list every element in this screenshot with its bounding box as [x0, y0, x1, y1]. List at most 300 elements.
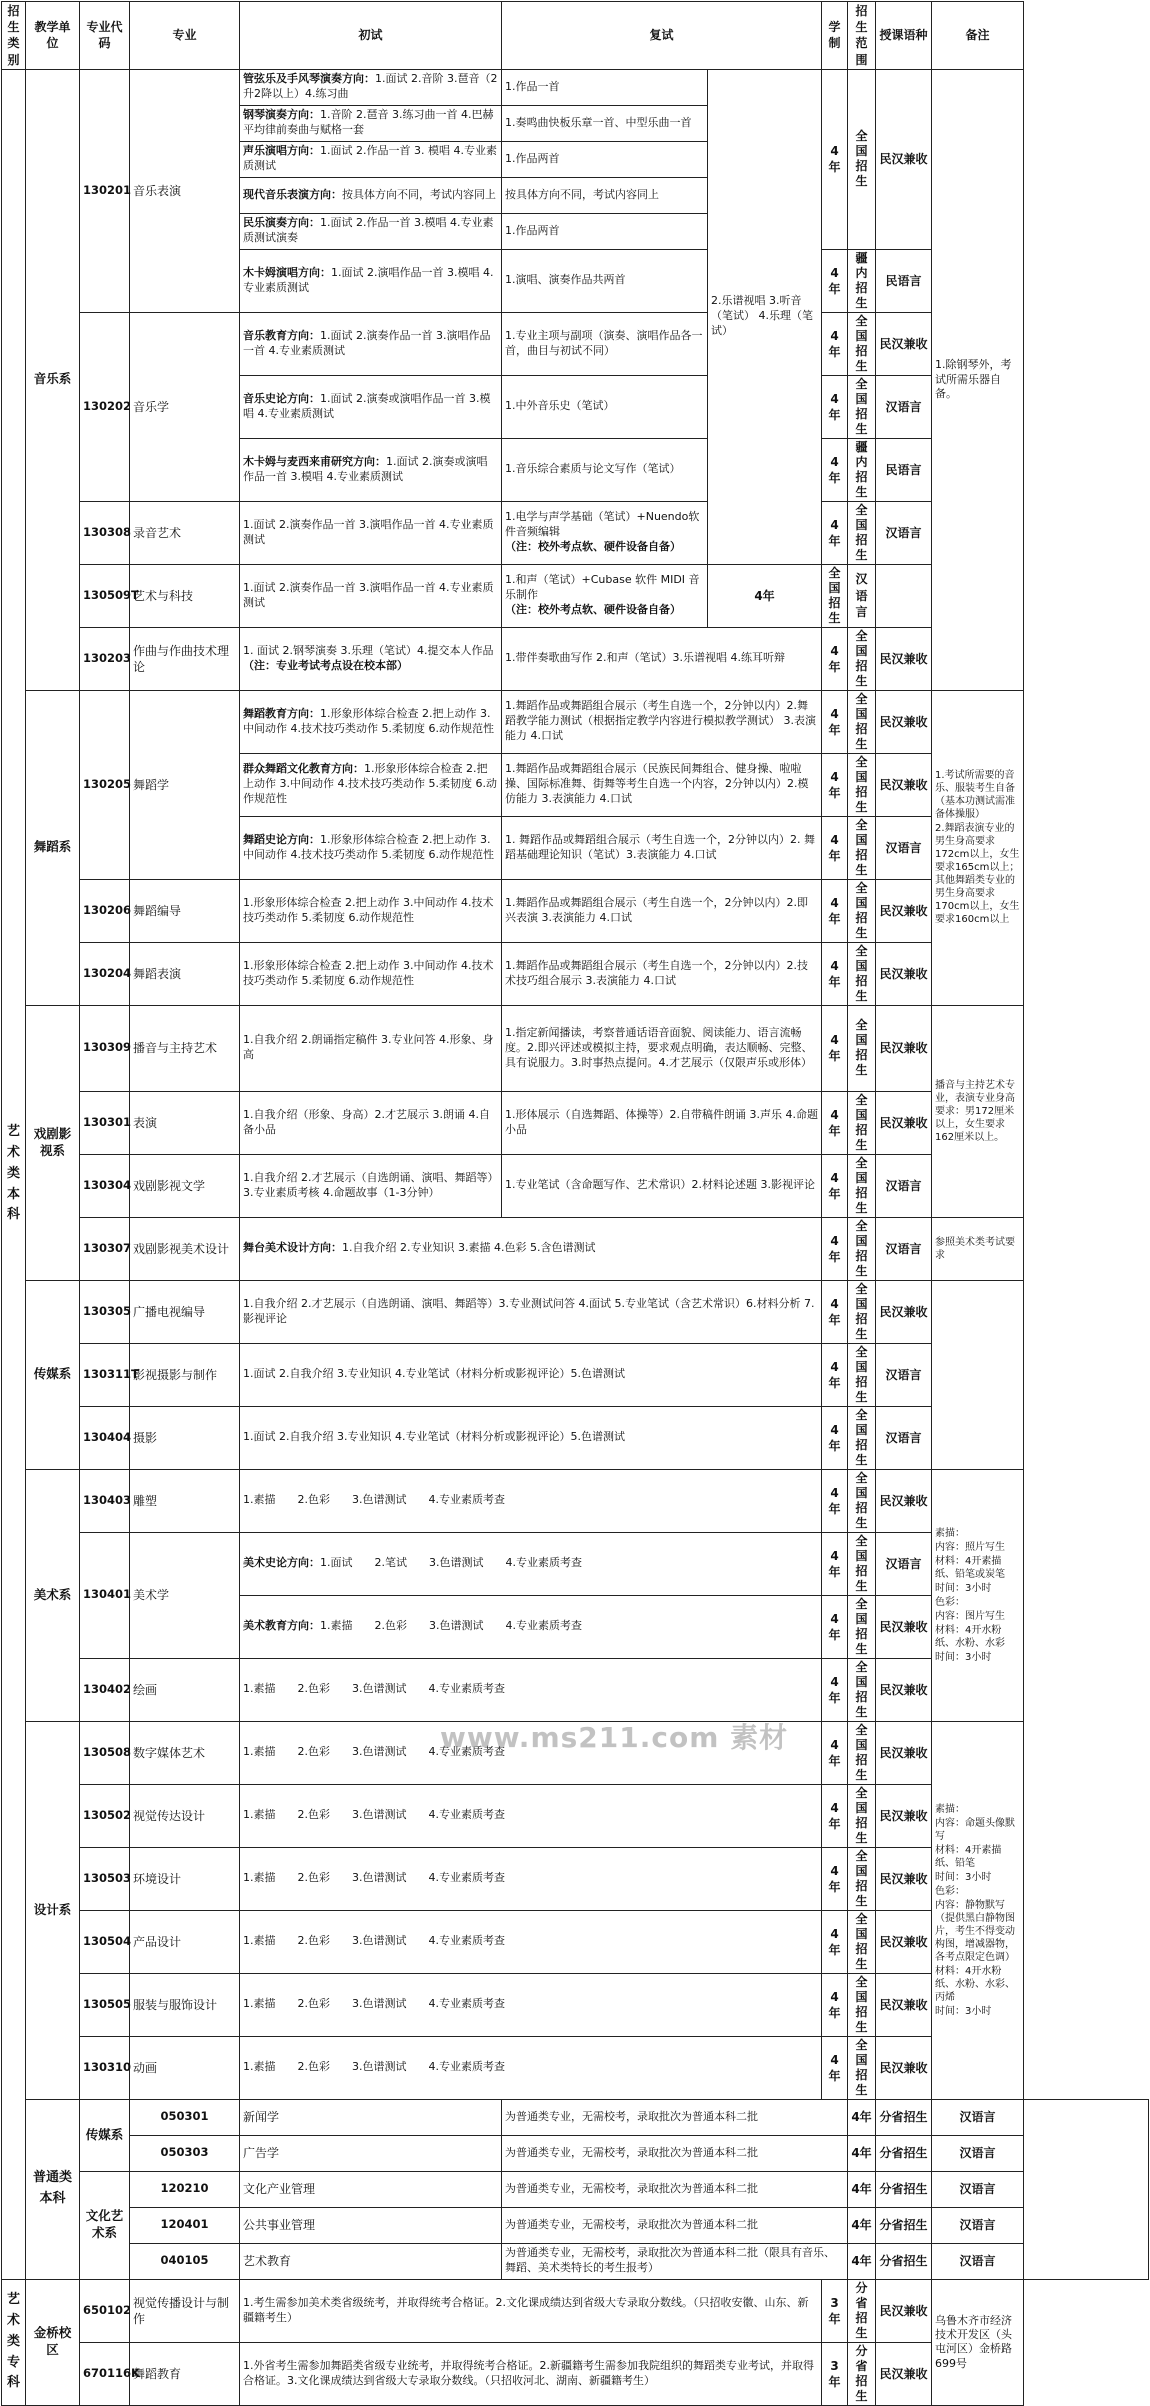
second-exam-text: 1.和声（笔试）+Cubase 软件 MIDI 音乐制作	[505, 573, 700, 602]
second-exam-text: 1.电学与声学基础（笔试）+Nuendo软件音频编辑	[505, 510, 700, 539]
remark-line: 内容：图片写生	[935, 1610, 1006, 1622]
scope-cell: 分省招生	[876, 2207, 932, 2243]
first-exam-cell	[240, 690, 502, 753]
second-exam-cell: 1.指定新闻播读，考察普通话语音面貌、阅读能力、语言流畅度。2.即兴评述或模拟主持，要求观点明确，表达顺畅、完整、具有说服力。3.时事热点提问。4.才艺展示（仅限声乐或形体）	[502, 1005, 822, 1091]
category-art-special: 艺术类专科	[2, 2279, 26, 2405]
exam-merged-cell: 1.素描 2.色彩 3.色谱测试 4.专业素质考查	[240, 1910, 822, 1973]
remark-cell-empty	[1024, 2099, 1149, 2279]
first-exam-cell: 1.形象形体综合检查 2.把上动作 3.中间动作 4.技术技巧类动作 5.柔韧度 6.动作规范性	[240, 942, 502, 1005]
direction-label: 现代音乐表演方向：	[243, 187, 342, 201]
major-code: 130307	[80, 1217, 130, 1280]
first-exam-cell: 1.形象形体综合检查 2.把上动作 3.中间动作 4.技术技巧类动作 5.柔韧度 6.动作规范性	[240, 879, 502, 942]
first-exam-text: 1.形象形体综合检查 2.把上动作 3.中间动作 4.技术技巧类动作 5.柔韧度 6.动作规范性	[243, 762, 497, 806]
years-cell: 4年	[708, 564, 822, 627]
remark-line: 时间：3小时	[935, 1871, 992, 1883]
exam-merged-cell: 为普通类专业，无需校考，录取批次为普通本科二批	[502, 2135, 848, 2171]
scope-cell: 全国招生	[848, 1005, 876, 1091]
dept-drama: 戏剧影视系	[26, 1005, 80, 1280]
years-cell: 4年	[848, 2135, 876, 2171]
remark-cell-empty	[932, 1280, 1024, 1469]
first-exam-text: 1.面试 2.作品一首 3. 模唱 4.专业素质测试	[243, 144, 497, 173]
years-cell: 4年	[822, 1784, 848, 1847]
years-cell: 4年	[822, 690, 848, 753]
dept-culture-arts: 文化艺术系	[80, 2171, 130, 2279]
major-code: 130204	[80, 942, 130, 1005]
col-category: 招生类别	[2, 2, 26, 70]
exam-text: 1.自我介绍 2.专业知识 3.素描 4.色彩 5.含色谱测试	[342, 1241, 596, 1255]
language-cell: 民语言	[876, 249, 932, 312]
table-row	[2, 2279, 1149, 2342]
scope-cell: 全国招生	[848, 1280, 876, 1343]
first-exam-text: 1.面试 2.演奏或演唱作品一首 3.模唱 4.专业素质测试	[243, 391, 491, 420]
language-cell: 汉语言	[876, 501, 932, 564]
major-code: 650102	[80, 2279, 130, 2342]
direction-label: 群众舞蹈文化教育方向：	[243, 762, 364, 776]
language-cell: 民汉兼收	[876, 1280, 932, 1343]
second-exam-cell: 1.作品两首	[502, 213, 708, 249]
major-name: 舞蹈学	[130, 690, 240, 879]
language-cell: 民汉兼收	[876, 1847, 932, 1910]
language-cell: 民汉兼收	[876, 879, 932, 942]
remark-cell: 1.除钢琴外，考试所需乐器自备。	[932, 69, 1024, 690]
first-exam-text: 1.面试 2.作品一首 3.模唱 4.专业素质测试演奏	[243, 216, 494, 245]
first-exam-cell: 1.自我介绍 2.朗诵指定稿件 3.专业问答 4.形象、身高	[240, 1005, 502, 1091]
years-cell: 4年	[822, 1532, 848, 1595]
language-cell: 汉语言	[932, 2171, 1024, 2207]
years-cell: 4年	[848, 2243, 876, 2279]
scope-cell: 全国招生	[848, 1217, 876, 1280]
exam-merged-cell: 1.素描 2.色彩 3.色谱测试 4.专业素质考查	[240, 1469, 822, 1532]
language-cell: 汉语言	[876, 1154, 932, 1217]
table-row	[2, 690, 1149, 753]
second-exam-cell: 1.音乐综合素质与论文写作（笔试）	[502, 438, 708, 501]
scope-cell: 全国招生	[848, 1721, 876, 1784]
language-cell: 汉语言	[932, 2207, 1024, 2243]
exam-merged-cell: 为普通类专业，无需校考，录取批次为普通本科二批	[502, 2207, 848, 2243]
exam-merged-cell: 1.考生需参加美术类省级统考，并取得统考合格证。2.文化课成绩达到省级大专录取分数线。（只招收安徽、山东、新疆籍考生）	[240, 2279, 822, 2342]
major-name: 舞蹈表演	[130, 942, 240, 1005]
scope-cell: 分省招生	[876, 2135, 932, 2171]
exam-merged-cell: 为普通类专业，无需校考，录取批次为普通本科二批	[502, 2171, 848, 2207]
language-cell: 民汉兼收	[876, 1784, 932, 1847]
first-exam-text: 1.形象形体综合检查 2.把上动作 3.中间动作 4.技术技巧类动作 5.柔韧度 6.动作规范性	[243, 706, 494, 735]
second-exam-cell: 1.专业笔试（含命题写作、艺术常识）2.材料论述题 3.影视评论	[502, 1154, 822, 1217]
scope-cell: 全国招生	[848, 1658, 876, 1721]
scope-cell: 分省招生	[848, 2342, 876, 2405]
second-exam-cell: 1.作品两首	[502, 141, 708, 177]
years-cell: 4年	[822, 1091, 848, 1154]
scope-cell: 全国招生	[848, 816, 876, 879]
exam-merged-cell	[240, 1217, 822, 1280]
admissions-table	[1, 1, 1149, 2406]
remark-cell: 参照美术类考试要求	[932, 1217, 1024, 1280]
major-name: 视觉传播设计与制作	[130, 2279, 240, 2342]
language-cell: 汉语言	[876, 1217, 932, 1280]
language-cell: 民汉兼收	[876, 1005, 932, 1091]
years-cell: 3年	[822, 2342, 848, 2405]
first-exam-text: 按具体方向不同，考试内容同上	[342, 187, 496, 201]
second-exam-cell: 1.形体展示（自选舞蹈、体操等）2.自带稿件朗诵 3.声乐 4.命题小品	[502, 1091, 822, 1154]
table-row	[2, 69, 1149, 105]
exam-merged-cell: 为普通类专业，无需校考，录取批次为普通本科二批	[502, 2099, 848, 2135]
col-language: 授课语种	[876, 2, 932, 70]
language-cell: 民汉兼收	[876, 1469, 932, 1532]
dept-design: 设计系	[26, 1721, 80, 2099]
years-cell: 4年	[822, 501, 848, 564]
remark-line: 材料：4开水粉纸、水粉、水彩、丙烯	[935, 1965, 1016, 2003]
major-name: 美术学	[130, 1532, 240, 1658]
second-exam-cell: 1.奏鸣曲快板乐章一首、中型乐曲一首	[502, 105, 708, 141]
exam-merged-cell: 1.素描 2.色彩 3.色谱测试 4.专业素质考查	[240, 1658, 822, 1721]
col-second-exam: 复试	[502, 2, 822, 70]
major-code: 130504	[80, 1910, 130, 1973]
first-exam-cell	[240, 312, 502, 375]
language-cell: 汉语言	[876, 1343, 932, 1406]
remark-cell: 播音与主持艺术专业，表演专业身高要求：男172厘米以上，女生要求162厘米以上。	[932, 1005, 1024, 1217]
col-first-exam: 初试	[240, 2, 502, 70]
direction-label: 美术史论方向：	[243, 1556, 320, 1570]
second-exam-cell: 1.舞蹈作品或舞蹈组合展示（考生自选一个，2分钟以内）2.即兴表演 3.表演能力 4.口试	[502, 879, 822, 942]
col-scope: 招生范围	[848, 2, 876, 70]
major-code: 040105	[130, 2243, 240, 2279]
exam-merged-cell: 1.素描 2.色彩 3.色谱测试 4.专业素质考查	[240, 1847, 822, 1910]
scope-cell: 全国招生	[822, 564, 848, 627]
table-row	[2, 1469, 1149, 1532]
major-code: 130402	[80, 1658, 130, 1721]
col-remark: 备注	[932, 2, 1024, 70]
first-exam-cell	[240, 141, 502, 177]
scope-cell: 全国招生	[848, 1847, 876, 1910]
language-cell: 民汉兼收	[876, 942, 932, 1005]
major-code: 130206	[80, 879, 130, 942]
table-row	[2, 2135, 1149, 2171]
major-code: 050301	[130, 2099, 240, 2135]
first-exam-text: 1.形象形体综合检查 2.把上动作 3.中间动作 4.技术技巧类动作 5.柔韧度 6.动作规范性	[243, 832, 494, 861]
major-name: 舞蹈编导	[130, 879, 240, 942]
table-row	[2, 2207, 1149, 2243]
col-major: 专业	[130, 2, 240, 70]
major-name: 艺术教育	[240, 2243, 502, 2279]
major-code: 130310	[80, 2036, 130, 2099]
language-cell: 汉语言	[932, 2243, 1024, 2279]
years-cell: 3年	[822, 2279, 848, 2342]
major-name: 视觉传达设计	[130, 1784, 240, 1847]
years-cell: 4年	[822, 816, 848, 879]
major-name: 广播电视编导	[130, 1280, 240, 1343]
second-exam-cell: 1.舞蹈作品或舞蹈组合展示（考生自选一个，2分钟以内）2.舞蹈教学能力测试（根据指定教学内容进行模拟教学测试） 3.表演能力 4.口试	[502, 690, 822, 753]
language-cell: 汉语言	[932, 2135, 1024, 2171]
scope-cell: 全国招生	[848, 1595, 876, 1658]
remark-cell: 乌鲁木齐市经济技术开发区（头屯河区）金桥路699号	[932, 2279, 1024, 2405]
first-exam-note: （注：专业考试考点设在校本部）	[243, 658, 408, 672]
major-name: 舞蹈教育	[130, 2342, 240, 2405]
second-exam-cell: 1.带伴奏歌曲写作 2.和声（笔试）3.乐谱视唱 4.练耳听辩	[502, 627, 822, 690]
major-code: 130205	[80, 690, 130, 879]
direction-label: 声乐演唱方向：	[243, 144, 320, 158]
scope-cell: 分省招生	[876, 2171, 932, 2207]
years-cell: 4年	[822, 627, 848, 690]
remark-line: 内容：命题头像默写	[935, 1817, 1016, 1842]
exam-merged-cell	[240, 1595, 822, 1658]
scope-cell: 全国招生	[848, 690, 876, 753]
major-code: 130508	[80, 1721, 130, 1784]
remark-line: 2.舞蹈表演专业的男生身高要求172cm以上，女生要求165cm以上；其他舞蹈类专业的男生身高要求170cm以上，女生要求160cm以上	[935, 823, 1020, 926]
major-code: 130202	[80, 312, 130, 501]
years-cell: 4年	[822, 1280, 848, 1343]
language-cell: 民汉兼收	[876, 69, 932, 249]
major-name: 环境设计	[130, 1847, 240, 1910]
first-exam-cell: 1.自我介绍（形象、身高）2.才艺展示 3.朗诵 4.自备小品	[240, 1091, 502, 1154]
scope-cell: 疆内招生	[848, 438, 876, 501]
language-cell: 民汉兼收	[876, 1721, 932, 1784]
remark-line: 内容：照片写生	[935, 1541, 1006, 1553]
major-name: 影视摄影与制作	[130, 1343, 240, 1406]
major-code: 130509T	[80, 564, 130, 627]
major-code: 130304	[80, 1154, 130, 1217]
remark-line: 色彩：	[935, 1885, 966, 1897]
language-cell: 民汉兼收	[876, 753, 932, 816]
major-code: 120401	[130, 2207, 240, 2243]
direction-label: 管弦乐及手风琴演奏方向：	[243, 72, 375, 86]
exam-text: 1.面试 2.笔试 3.色谱测试 4.专业素质考查	[320, 1556, 582, 1570]
scope-cell: 全国招生	[848, 1973, 876, 2036]
remark-line: 时间：3小时	[935, 1651, 992, 1663]
scope-cell: 全国招生	[848, 501, 876, 564]
dept-fine-arts: 美术系	[26, 1469, 80, 1721]
col-code: 专业代码	[80, 2, 130, 70]
dept-music: 音乐系	[26, 69, 80, 690]
first-exam-cell	[240, 69, 502, 105]
remark-line: 素描：	[935, 1803, 966, 1815]
second-exam-cell: 1.舞蹈作品或舞蹈组合展示（民族民间舞组合、健身操、啦啦操、国际标准舞、街舞等考生自选一个内容，2分钟以内）2.模仿能力 3.表演能力 4.口试	[502, 753, 822, 816]
language-cell: 民汉兼收	[876, 627, 932, 690]
scope-cell: 全国招生	[848, 942, 876, 1005]
remark-line: 材料：4开水粉纸、水粉、水彩	[935, 1624, 1006, 1649]
major-name: 文化产业管理	[240, 2171, 502, 2207]
second-exam-cell: 1.专业主项与副项（演奏、演唱作品各一首，曲目与初试不同）	[502, 312, 708, 375]
years-cell: 4年	[822, 2036, 848, 2099]
scope-cell: 全国招生	[848, 879, 876, 942]
second-exam-cell: 1. 舞蹈作品或舞蹈组合展示（考生自选一个，2分钟以内）2. 舞蹈基础理论知识（笔试）3.表演能力 4.口试	[502, 816, 822, 879]
direction-label: 木卡姆演唱方向：	[243, 265, 331, 279]
exam-merged-cell: 1.外省考生需参加舞蹈类省级专业统考，并取得统考合格证。2.新疆籍考生需参加我院组织的舞蹈类专业考试，并取得合格证。3.文化课成绩达到省级大专录取分数线。（只招收河北、湖南、新疆籍考生）	[240, 2342, 822, 2405]
major-code: 130309	[80, 1005, 130, 1091]
remark-line: 时间：3小时	[935, 1582, 992, 1594]
scope-cell: 分省招生	[876, 2099, 932, 2135]
first-exam-cell: 1.面试 2.演奏作品一首 3.演唱作品一首 4.专业素质测试	[240, 564, 502, 627]
exam-merged-cell: 1.自我介绍 2.才艺展示（自选朗诵、演唱、舞蹈等）3.专业测试问答 4.面试 5.专业笔试（含艺术常识）6.材料分析 7.影视评论	[240, 1280, 822, 1343]
exam-merged-cell: 为普通类专业，无需校考，录取批次为普通本科二批（限具有音乐、舞蹈、美术类特长的考生报考）	[502, 2243, 848, 2279]
col-years: 学制	[822, 2, 848, 70]
major-name: 公共事业管理	[240, 2207, 502, 2243]
direction-label: 音乐史论方向：	[243, 391, 320, 405]
second-exam-cell: 1.舞蹈作品或舞蹈组合展示（考生自选一个，2分钟以内）2.技术技巧组合展示 3.表演能力 4.口试	[502, 942, 822, 1005]
direction-label: 钢琴演奏方向：	[243, 108, 320, 122]
major-code: 670116K	[80, 2342, 130, 2405]
scope-cell: 全国招生	[848, 312, 876, 375]
exam-text: 1.素描 2.色彩 3.色谱测试 4.专业素质考查	[320, 1619, 582, 1633]
first-exam-cell	[240, 753, 502, 816]
years-cell: 4年	[848, 2207, 876, 2243]
second-exam-cell	[502, 564, 708, 627]
direction-label: 木卡姆与麦西来甫研究方向：	[243, 454, 386, 468]
years-cell: 4年	[822, 1658, 848, 1721]
first-exam-text: 1.面试 2.演奏作品一首 3.演唱作品一首 4.专业素质测试	[243, 328, 491, 357]
years-cell: 4年	[822, 1406, 848, 1469]
major-code: 130502	[80, 1784, 130, 1847]
first-exam-text: 1. 面试 2.钢琴演奏 3.乐理（笔试）4.提交本人作品	[243, 643, 494, 657]
direction-label: 舞蹈史论方向：	[243, 832, 320, 846]
exam-merged-cell: 1.素描 2.色彩 3.色谱测试 4.专业素质考查	[240, 1973, 822, 2036]
scope-cell: 全国招生	[848, 69, 876, 249]
language-cell: 汉语言	[848, 564, 876, 627]
exam-merged-cell	[240, 1532, 822, 1595]
major-name: 雕塑	[130, 1469, 240, 1532]
language-cell: 民汉兼收	[876, 2036, 932, 2099]
major-name: 戏剧影视文学	[130, 1154, 240, 1217]
major-code: 130308	[80, 501, 130, 564]
major-name: 戏剧影视美术设计	[130, 1217, 240, 1280]
second-exam-cell	[502, 501, 708, 564]
scope-cell: 全国招生	[848, 627, 876, 690]
major-name: 音乐表演	[130, 69, 240, 312]
language-cell: 民汉兼收	[876, 312, 932, 375]
dept-media: 传媒系	[26, 1280, 80, 1469]
major-name: 表演	[130, 1091, 240, 1154]
first-exam-cell	[240, 105, 502, 141]
remark-line: 内容：静物默写（提供黑白静物图片，考生不得变动构图，增减器物，各考点限定色调）	[935, 1899, 1016, 1963]
years-cell: 4年	[822, 1847, 848, 1910]
table-row	[2, 1005, 1149, 1091]
major-name: 作曲与作曲技术理论	[130, 627, 240, 690]
language-cell: 民汉兼收	[876, 1091, 932, 1154]
language-cell: 汉语言	[932, 2099, 1024, 2135]
years-cell: 4年	[822, 375, 848, 438]
first-exam-cell	[240, 627, 502, 690]
remark-line: 材料：4开素描纸、铅笔或炭笔	[935, 1555, 1006, 1580]
major-name: 产品设计	[130, 1910, 240, 1973]
language-cell: 民汉兼收	[876, 1595, 932, 1658]
scope-cell: 全国招生	[848, 1406, 876, 1469]
scope-cell: 全国招生	[848, 1784, 876, 1847]
second-exam-note: （注：校外考点软、硬件设备自备）	[505, 540, 681, 554]
major-code: 130401	[80, 1532, 130, 1658]
years-cell: 4年	[822, 1595, 848, 1658]
first-exam-text: 1.面试 2.演唱作品一首 3.模唱 4.专业素质测试	[243, 265, 494, 294]
scope-cell: 全国招生	[848, 753, 876, 816]
exam-merged-cell: 1.面试 2.自我介绍 3.专业知识 4.专业笔试（材料分析或影视评论）5.色谱测试	[240, 1406, 822, 1469]
language-cell: 汉语言	[876, 1532, 932, 1595]
language-cell: 民汉兼收	[876, 2342, 932, 2405]
remark-line: 素描：	[935, 1527, 966, 1539]
major-code: 130305	[80, 1280, 130, 1343]
major-name: 艺术与科技	[130, 564, 240, 627]
second-exam-cell: 1.作品一首	[502, 69, 708, 105]
language-cell: 汉语言	[876, 375, 932, 438]
remark-line: 时间：3小时	[935, 2005, 992, 2017]
first-exam-text: 1.面试 2.音阶 3.琶音（2升2降以上）4.练习曲	[243, 72, 498, 101]
first-exam-cell	[240, 213, 502, 249]
direction-label: 舞蹈教育方向：	[243, 706, 320, 720]
major-name: 数字媒体艺术	[130, 1721, 240, 1784]
years-cell: 4年	[822, 1217, 848, 1280]
major-name: 播音与主持艺术	[130, 1005, 240, 1091]
years-cell: 4年	[822, 1469, 848, 1532]
major-name: 新闻学	[240, 2099, 502, 2135]
scope-cell: 疆内招生	[848, 249, 876, 312]
language-cell: 汉语言	[876, 1406, 932, 1469]
major-name: 摄影	[130, 1406, 240, 1469]
major-name: 服装与服饰设计	[130, 1973, 240, 2036]
remark-cell	[932, 690, 1024, 1005]
remark-line: 材料：4开素描纸、铅笔	[935, 1844, 1002, 1869]
years-cell: 4年	[822, 1154, 848, 1217]
scope-cell: 全国招生	[848, 1910, 876, 1973]
years-cell: 4年	[848, 2099, 876, 2135]
language-cell: 民语言	[876, 438, 932, 501]
dept-dance: 舞蹈系	[26, 690, 80, 1005]
first-exam-text: 1.面试 2.演奏或演唱作品一首 3.模唱 4.专业素质测试	[243, 454, 488, 483]
language-cell: 民汉兼收	[876, 1658, 932, 1721]
major-code: 130311T	[80, 1343, 130, 1406]
major-code: 130301	[80, 1091, 130, 1154]
watermark: www.ms211.com 素材	[440, 1721, 789, 1754]
second-exam-cell: 1.中外音乐史（笔试）	[502, 375, 708, 438]
years-cell: 4年	[848, 2171, 876, 2207]
years-cell: 4年	[822, 69, 848, 249]
scope-cell: 全国招生	[848, 1532, 876, 1595]
first-exam-cell: 1.面试 2.演奏作品一首 3.演唱作品一首 4.专业素质测试	[240, 501, 502, 564]
col-unit: 教学单位	[26, 2, 80, 70]
table-row	[2, 1280, 1149, 1343]
major-name: 音乐学	[130, 312, 240, 501]
dept-media-general: 传媒系	[80, 2099, 130, 2171]
second-exam-cell: 按具体方向不同，考试内容同上	[502, 177, 708, 213]
major-code: 050303	[130, 2135, 240, 2171]
table-row	[2, 2243, 1149, 2279]
major-code: 130201	[80, 69, 130, 312]
header-row	[2, 2, 1149, 70]
major-code: 130404	[80, 1406, 130, 1469]
first-exam-cell	[240, 375, 502, 438]
remark-cell	[932, 1721, 1024, 2099]
common-second-exam: 2.乐谱视唱 3.听音（笔试） 4.乐理（笔试）	[708, 69, 822, 564]
years-cell: 4年	[822, 249, 848, 312]
exam-merged-cell: 1.素描 2.色彩 3.色谱测试 4.专业素质考查	[240, 1784, 822, 1847]
major-name: 广告学	[240, 2135, 502, 2171]
major-name: 动画	[130, 2036, 240, 2099]
years-cell: 4年	[822, 1910, 848, 1973]
remark-line: 色彩：	[935, 1596, 966, 1608]
years-cell: 4年	[822, 942, 848, 1005]
scope-cell: 分省招生	[876, 2243, 932, 2279]
second-exam-note: （注：校外考点软、硬件设备自备）	[505, 603, 681, 617]
years-cell: 4年	[822, 1973, 848, 2036]
first-exam-cell	[240, 249, 502, 312]
years-cell: 4年	[822, 1343, 848, 1406]
major-code: 130505	[80, 1973, 130, 2036]
language-cell: 汉语言	[876, 816, 932, 879]
major-code: 120210	[130, 2171, 240, 2207]
first-exam-cell: 1.自我介绍 2.才艺展示（自选朗诵、演唱、舞蹈等）3.专业素质考核 4.命题故事（1-3分钟）	[240, 1154, 502, 1217]
remark-cell	[932, 1469, 1024, 1721]
table-row	[2, 1217, 1149, 1280]
major-code: 130203	[80, 627, 130, 690]
years-cell: 4年	[822, 438, 848, 501]
language-cell: 民汉兼收	[876, 1973, 932, 2036]
years-cell: 4年	[822, 879, 848, 942]
scope-cell: 全国招生	[848, 1154, 876, 1217]
